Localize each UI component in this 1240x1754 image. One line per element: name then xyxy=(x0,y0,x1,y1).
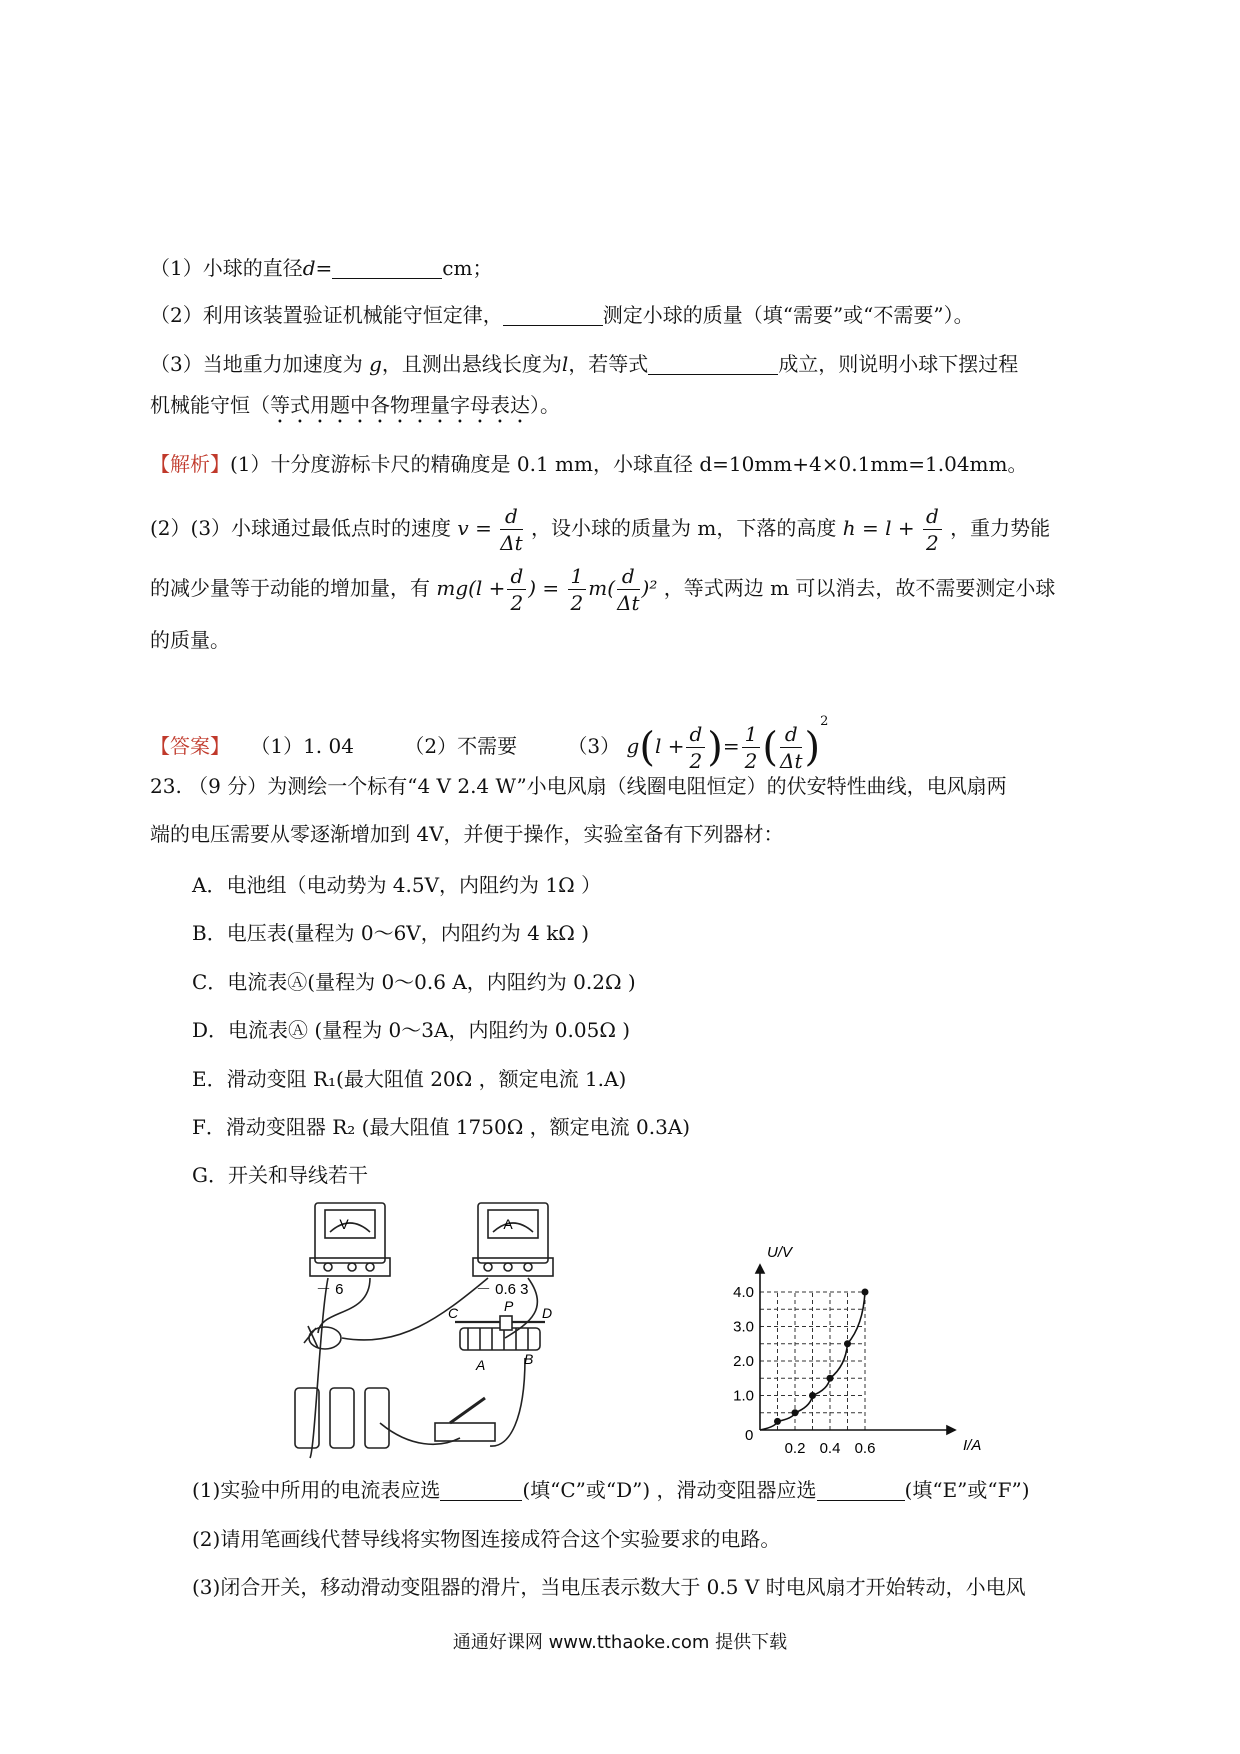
q23-item-g: G．开关和导线若干 xyxy=(192,1163,368,1187)
voltmeter-label: V xyxy=(339,1216,349,1232)
switch-base xyxy=(435,1423,495,1441)
data-point xyxy=(774,1418,781,1425)
q22-part2: （2）利用该装置验证机械能守恒定律， 测定小球的质量（填“需要”或“不需要”）。 xyxy=(150,303,974,327)
y-tick-label: 4.0 xyxy=(733,1284,754,1301)
circuit-figure xyxy=(290,1198,620,1468)
fraction-1-over-2: $\frac{1}{2}$ xyxy=(568,563,587,616)
wire xyxy=(342,1278,488,1340)
y-tick-label: 1.0 xyxy=(733,1387,754,1405)
q23-item-f: F．滑动变阻器 R₂ (最大阻值 1750Ω ，额定电流 0.3A) xyxy=(192,1115,691,1139)
terminal-b: B xyxy=(524,1351,534,1367)
fraction-d-over-dt: $\frac{d}{\Delta t}$ xyxy=(780,722,803,773)
ui-chart xyxy=(715,1245,995,1465)
voltmeter-terminals: － 6 xyxy=(316,1281,344,1298)
ui-curve-chart xyxy=(715,1245,995,1460)
origin-label: 0 xyxy=(745,1427,754,1444)
fraction-d-over-dt: $\frac{d}{\Delta t}$ xyxy=(500,504,523,555)
fraction-d-over-2: $\frac{d}{2}$ xyxy=(686,721,705,774)
data-point xyxy=(809,1392,816,1399)
answer-blank-rheostat[interactable] xyxy=(817,1478,905,1501)
circuit-diagram xyxy=(290,1198,620,1463)
fraction-d-over-2: $\frac{d}{2}$ xyxy=(923,503,942,556)
y-tick-label: 3.0 xyxy=(733,1318,754,1336)
q22-part1: （1）小球的直径d= cm； xyxy=(150,256,493,280)
q23-item-d: D．电流表Ⓐ (量程为 0～3A，内阻约为 0.05Ω ) xyxy=(192,1018,631,1042)
q23-item-c: C．电流表Ⓐ(量程为 0～0.6 A，内阻约为 0.2Ω ) xyxy=(192,970,636,994)
data-point xyxy=(844,1340,851,1347)
analysis-line4: 的质量。 xyxy=(150,628,230,652)
answer-tag: 【答案】 xyxy=(150,734,230,758)
q22-part3-line2: 机械能守恒（等式用题中各物理量字母表达）。 xyxy=(150,393,560,417)
q23-item-e: E．滑动变阻 R₁(最大阻值 20Ω ，额定电流 1.A) xyxy=(192,1067,627,1091)
slider-p: P xyxy=(504,1298,514,1314)
battery-2 xyxy=(330,1388,354,1448)
q22-part3: （3）当地重力加速度为 g，且测出悬线长度为l，若等式 成立，则说明小球下摆过程 xyxy=(150,352,1019,376)
analysis-line1: 【解析】(1）十分度游标卡尺的精确度是 0.1 mm，小球直径 d=10mm+4×0.1mm=1.04mm。 xyxy=(150,452,1028,476)
fraction-d-over-dt: $\frac{d}{\Delta t}$ xyxy=(617,564,640,615)
ammeter-terminals: － 0.6 3 xyxy=(476,1281,529,1298)
q23-sub2: (2)请用笔画线代替导线将实物图连接成符合这个实验要求的电路。 xyxy=(192,1527,781,1551)
answer-line: 【答案】 （1）1. 04 （2）不需要 （3） g(l + $\frac{d}{2}$ )= $\frac{1}{2}$ ( $\frac{d}{\Delta t}$ )$^2$ xyxy=(150,714,829,773)
q23-sub3: (3)闭合开关，移动滑动变阻器的滑片，当电压表示数大于 0.5 V 时电风扇才开始转动，小电风 xyxy=(192,1575,1026,1599)
answer-blank-diameter[interactable] xyxy=(332,256,442,279)
battery-3 xyxy=(365,1388,389,1448)
fraction-1-over-2: $\frac{1}{2}$ xyxy=(742,721,761,774)
analysis-line3: 的减少量等于动能的增加量，有 mg(l + $\frac{d}{2}$ ) = $\frac{1}{2}$ m( $\frac{d}{\Delta t}$ )² ，等式两边 m 可以消去，故不需要测定小球 xyxy=(150,564,1056,615)
answer-blank-equation[interactable] xyxy=(648,352,778,375)
analysis-line2: (2）(3）小球通过最低点时的速度 v = $\frac{d}{\Delta t}$ ，设小球的质量为 m，下落的高度 h = l + $\frac{d}{2}$ ，重力势能 xyxy=(150,504,1051,555)
q23-item-b: B．电压表(量程为 0～6V，内阻约为 4 kΩ ) xyxy=(192,921,590,945)
voltmeter-dial xyxy=(325,1210,375,1238)
ammeter-dial xyxy=(488,1210,538,1238)
answer-blank-mass[interactable] xyxy=(503,303,603,326)
q23-stem-line1: 23. （9 分）为测绘一个标有“4 V 2.4 W”小电风扇（线圈电阻恒定）的伏安特性曲线，电风扇两 xyxy=(150,774,1007,798)
terminal-d: D xyxy=(542,1305,553,1321)
ammeter-label: A xyxy=(503,1216,513,1232)
data-point xyxy=(792,1409,799,1416)
data-point xyxy=(862,1289,869,1296)
y-tick-label: 2.0 xyxy=(733,1353,754,1370)
analysis-tag: 【解析】 xyxy=(150,452,230,476)
x-axis-arrow xyxy=(947,1426,955,1434)
q23-stem-line2: 端的电压需要从零逐渐增加到 4V，并便于操作，实验室备有下列器材： xyxy=(150,822,784,846)
y-axis-label: U/V xyxy=(767,1245,793,1261)
q23-sub1: (1)实验中所用的电流表应选 (填“C”或“D”) ，滑动变阻器应选 (填“E”或“F”) xyxy=(192,1478,1030,1502)
page-footer: 通通好课网 www.tthaoke.com 提供下载 xyxy=(452,1632,788,1653)
x-tick-label: 0.6 xyxy=(854,1440,876,1457)
terminal-a: A xyxy=(476,1357,486,1373)
fraction-d-over-2: $\frac{d}{2}$ xyxy=(507,563,526,616)
data-point xyxy=(827,1375,834,1382)
x-tick-label: 0.2 xyxy=(784,1440,806,1457)
q23-item-a: A．电池组（电动势为 4.5V，内阻约为 1Ω ） xyxy=(192,873,602,897)
x-axis-label: I/A xyxy=(963,1437,982,1454)
answer-blank-ammeter[interactable] xyxy=(440,1478,522,1501)
y-axis-arrow xyxy=(756,1265,764,1273)
terminal-c: C xyxy=(448,1305,459,1321)
x-tick-label: 0.4 xyxy=(819,1440,841,1457)
